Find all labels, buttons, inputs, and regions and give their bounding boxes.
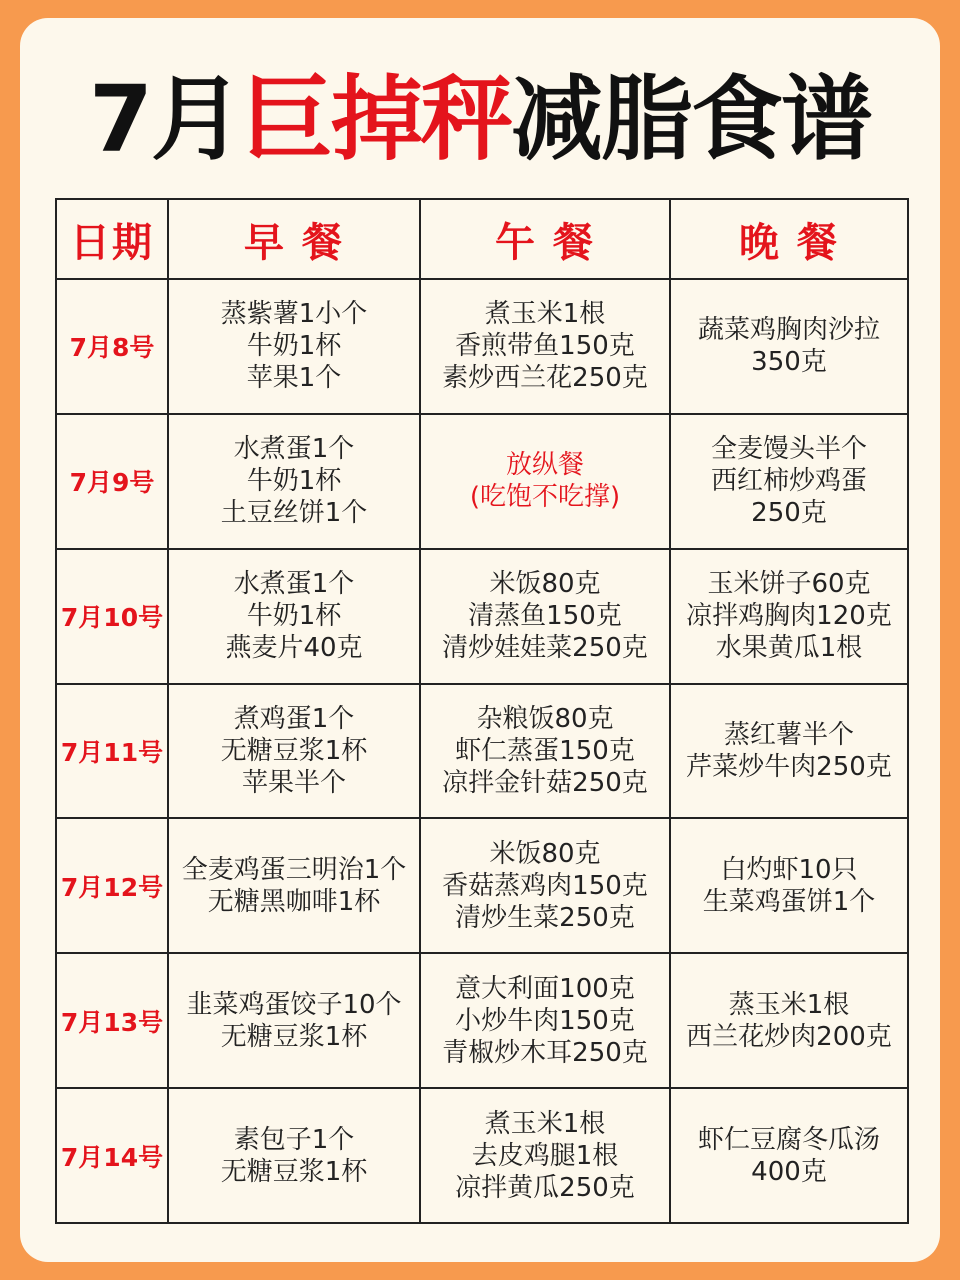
title-rest: 减脂食谱 bbox=[511, 66, 872, 173]
dinner-cell bbox=[670, 818, 908, 953]
breakfast-item: 全麦鸡蛋三明治1个 bbox=[181, 854, 407, 885]
lunch-cell bbox=[420, 1088, 670, 1223]
breakfast-item: 牛奶1杯 bbox=[246, 466, 342, 497]
dinner-item: 西兰花炒肉200克 bbox=[686, 1021, 892, 1052]
breakfast-cell bbox=[168, 414, 420, 549]
lunch-item: 青椒炒木耳250克 bbox=[442, 1037, 648, 1068]
breakfast-item: 水煮蛋1个 bbox=[233, 569, 355, 600]
dinner-item: 全麦馒头半个 bbox=[710, 434, 867, 465]
dinner-item: 芹菜炒牛肉250克 bbox=[686, 751, 892, 782]
dinner-cell bbox=[670, 953, 908, 1088]
date-cell: 7月12号 bbox=[56, 818, 168, 953]
lunch-cell bbox=[420, 279, 670, 414]
table-row bbox=[56, 414, 908, 549]
dinner-item: 西红柿炒鸡蛋 bbox=[710, 466, 867, 497]
dinner-cell bbox=[670, 414, 908, 549]
dinner-item: 250克 bbox=[751, 498, 827, 529]
dinner-item: 400克 bbox=[751, 1156, 827, 1187]
menu-card bbox=[20, 18, 940, 1262]
lunch-item: 清蒸鱼150克 bbox=[468, 601, 622, 632]
breakfast-item: 无糖豆浆1杯 bbox=[220, 1021, 368, 1052]
dinner-item: 蔬菜鸡胸肉沙拉 bbox=[697, 315, 880, 346]
dinner-item: 生菜鸡蛋饼1个 bbox=[702, 886, 876, 917]
table-header-row bbox=[56, 199, 908, 279]
date-cell: 7月9号 bbox=[56, 414, 168, 549]
header-breakfast: 早 餐 bbox=[168, 199, 420, 279]
dinner-item: 白灼虾10只 bbox=[720, 854, 858, 885]
breakfast-item: 煮鸡蛋1个 bbox=[233, 703, 355, 734]
header-dinner: 晚 餐 bbox=[670, 199, 908, 279]
dinner-item: 凉拌鸡胸肉120克 bbox=[686, 601, 892, 632]
lunch-item: 煮玉米1根 bbox=[484, 299, 606, 330]
breakfast-item: 韭菜鸡蛋饺子10个 bbox=[186, 989, 402, 1020]
table-body bbox=[56, 279, 908, 1223]
dinner-item: 蒸玉米1根 bbox=[728, 989, 850, 1020]
lunch-cell bbox=[420, 549, 670, 684]
lunch-cell bbox=[420, 414, 670, 549]
breakfast-item: 无糖豆浆1杯 bbox=[220, 1156, 368, 1187]
date-cell: 7月8号 bbox=[56, 279, 168, 414]
lunch-item: 虾仁蒸蛋150克 bbox=[455, 735, 635, 766]
table-row bbox=[56, 953, 908, 1088]
table-row bbox=[56, 1088, 908, 1223]
breakfast-item: 素包子1个 bbox=[233, 1124, 355, 1155]
lunch-item: 杂粮饭80克 bbox=[476, 703, 614, 734]
lunch-item: 清炒娃娃菜250克 bbox=[442, 633, 648, 664]
breakfast-cell bbox=[168, 684, 420, 819]
lunch-item: 米饭80克 bbox=[489, 838, 601, 869]
table-row bbox=[56, 549, 908, 684]
lunch-item: (吃饱不吃撑) bbox=[469, 482, 621, 513]
dinner-item: 玉米饼子60克 bbox=[707, 569, 871, 600]
lunch-item: 煮玉米1根 bbox=[484, 1108, 606, 1139]
table-row bbox=[56, 684, 908, 819]
table-row bbox=[56, 279, 908, 414]
dinner-item: 350克 bbox=[751, 347, 827, 378]
breakfast-cell bbox=[168, 549, 420, 684]
header-date: 日期 bbox=[56, 199, 168, 279]
lunch-cell bbox=[420, 953, 670, 1088]
lunch-cell bbox=[420, 818, 670, 953]
breakfast-cell bbox=[168, 953, 420, 1088]
dinner-cell bbox=[670, 549, 908, 684]
breakfast-item: 牛奶1杯 bbox=[246, 601, 342, 632]
breakfast-item: 牛奶1杯 bbox=[246, 331, 342, 362]
breakfast-cell bbox=[168, 818, 420, 953]
page-title bbox=[20, 60, 940, 180]
breakfast-cell bbox=[168, 279, 420, 414]
dinner-cell bbox=[670, 279, 908, 414]
title-highlight: 巨掉秤 bbox=[240, 66, 511, 173]
lunch-item: 放纵餐 bbox=[505, 450, 584, 481]
table-row bbox=[56, 818, 908, 953]
date-cell: 7月13号 bbox=[56, 953, 168, 1088]
lunch-item: 香煎带鱼150克 bbox=[455, 331, 635, 362]
breakfast-item: 苹果半个 bbox=[241, 767, 346, 798]
breakfast-item: 蒸紫薯1小个 bbox=[220, 299, 368, 330]
breakfast-item: 无糖豆浆1杯 bbox=[220, 735, 368, 766]
lunch-item: 清炒生菜250克 bbox=[455, 902, 635, 933]
header-lunch: 午 餐 bbox=[420, 199, 670, 279]
meal-plan-table bbox=[55, 198, 909, 1224]
lunch-cell bbox=[420, 684, 670, 819]
date-cell: 7月10号 bbox=[56, 549, 168, 684]
date-cell: 7月14号 bbox=[56, 1088, 168, 1223]
lunch-item: 凉拌黄瓜250克 bbox=[455, 1172, 635, 1203]
dinner-cell bbox=[670, 1088, 908, 1223]
breakfast-item: 无糖黑咖啡1杯 bbox=[207, 886, 381, 917]
dinner-item: 水果黄瓜1根 bbox=[715, 633, 863, 664]
lunch-item: 小炒牛肉150克 bbox=[455, 1005, 635, 1036]
dinner-item: 蒸红薯半个 bbox=[723, 719, 854, 750]
lunch-item: 去皮鸡腿1根 bbox=[471, 1140, 619, 1171]
dinner-cell bbox=[670, 684, 908, 819]
breakfast-cell bbox=[168, 1088, 420, 1223]
breakfast-item: 土豆丝饼1个 bbox=[220, 498, 368, 529]
dinner-item: 虾仁豆腐冬瓜汤 bbox=[697, 1124, 880, 1155]
lunch-item: 米饭80克 bbox=[489, 569, 601, 600]
date-cell: 7月11号 bbox=[56, 684, 168, 819]
lunch-item: 意大利面100克 bbox=[455, 973, 635, 1004]
lunch-item: 香菇蒸鸡肉150克 bbox=[442, 870, 648, 901]
breakfast-item: 燕麦片40克 bbox=[225, 633, 363, 664]
breakfast-item: 苹果1个 bbox=[246, 363, 342, 394]
breakfast-item: 水煮蛋1个 bbox=[233, 434, 355, 465]
lunch-item: 凉拌金针菇250克 bbox=[442, 767, 648, 798]
lunch-item: 素炒西兰花250克 bbox=[442, 363, 648, 394]
title-month: 7月 bbox=[88, 66, 241, 173]
